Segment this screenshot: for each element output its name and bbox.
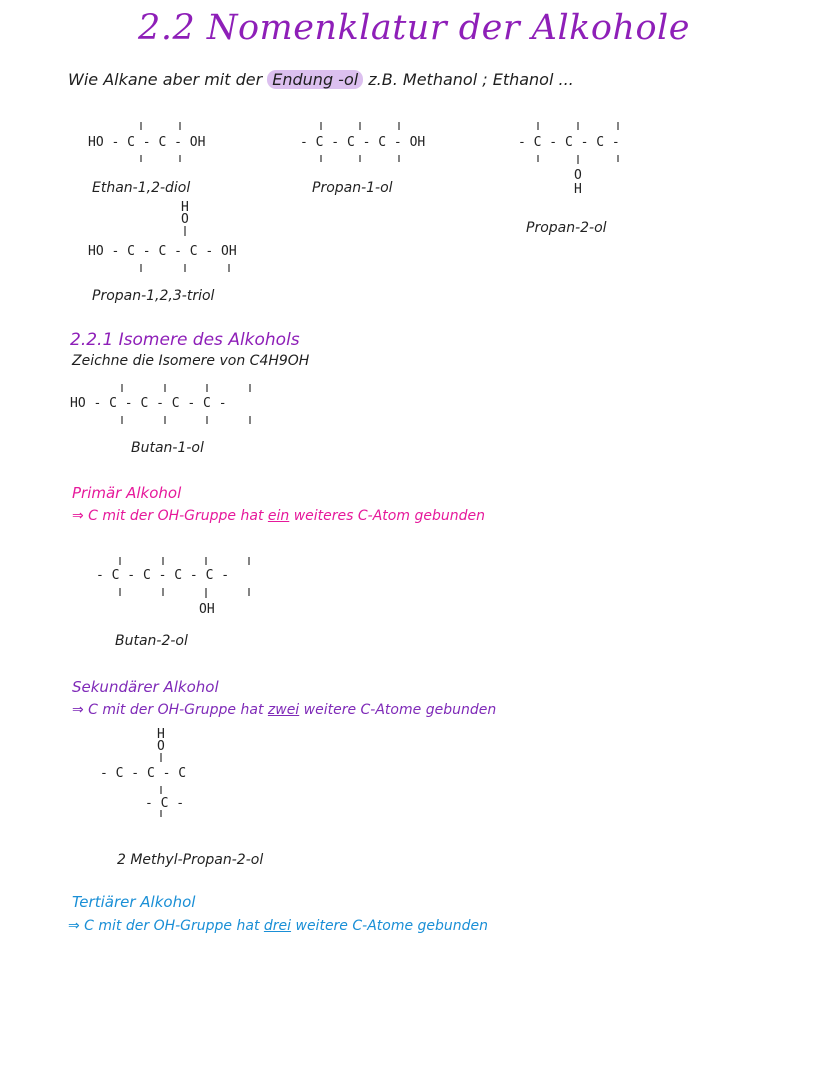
primary-desc-suffix: weiteres C-Atom gebunden [289, 508, 485, 524]
propantriol-chain: HO - C - C - C - OH [88, 244, 237, 259]
section-heading: 2.2.1 Isomere des Alkohols [70, 330, 300, 350]
tertiary-title: Tertiärer Alkohol [72, 893, 196, 911]
secondary-title: Sekundärer Alkohol [72, 678, 219, 696]
secondary-description [72, 702, 496, 718]
butan1ol-chain: HO - C - C - C - C - [70, 396, 227, 411]
primary-desc-underlined: ein [267, 508, 290, 524]
methylpropanol-name: 2 Methyl-Propan-2-ol [117, 852, 264, 868]
page-title: 2.2 Nomenklatur der Alkohole [138, 8, 690, 48]
propantriol-name: Propan-1,2,3-triol [92, 288, 215, 304]
methylpropanol-branch: - C - [145, 796, 185, 811]
propan2ol-name: Propan-2-ol [526, 220, 607, 236]
butan2ol-name: Butan-2-ol [115, 633, 188, 649]
methylpropanol-chain: - C - C - C [100, 766, 187, 781]
tertiary-description [68, 918, 488, 934]
section-task: Zeichne die Isomere von C4H9OH [72, 353, 310, 369]
tertiary-desc-suffix: weitere C-Atome gebunden [291, 918, 489, 934]
secondary-desc-suffix: weitere C-Atome gebunden [299, 702, 497, 718]
propan2ol-chain: - C - C - C - [518, 135, 620, 150]
ethandiol-name: Ethan-1,2-diol [92, 180, 191, 196]
primary-title: Primär Alkohol [72, 484, 182, 502]
methylpropanol-top-hydrogen: H [157, 727, 165, 742]
tertiary-desc-underlined: drei [263, 918, 292, 934]
secondary-desc-prefix: ⇒ C mit der OH-Gruppe hat [72, 702, 268, 718]
propan2ol-hydrogen: H [574, 182, 582, 197]
propantriol-top-hydrogen: H [181, 200, 189, 215]
tertiary-desc-prefix: ⇒ C mit der OH-Gruppe hat [68, 918, 264, 934]
methylpropanol-top-oxygen: O [157, 739, 165, 754]
intro-examples: z.B. Methanol ; Ethanol ... [363, 70, 574, 89]
propantriol-top-oxygen: O [181, 212, 189, 227]
butan2ol-chain: - C - C - C - C - [96, 568, 230, 583]
propan2ol-oxygen: O [574, 168, 582, 183]
butan1ol-name: Butan-1-ol [131, 440, 204, 456]
intro-prefix: Wie Alkane aber mit der [68, 70, 268, 89]
propan1ol-chain: - C - C - C - OH [300, 135, 426, 150]
intro-line [68, 70, 574, 89]
ethandiol-chain: HO - C - C - OH [88, 135, 206, 150]
primary-desc-prefix: ⇒ C mit der OH-Gruppe hat [72, 508, 268, 524]
secondary-desc-underlined: zwei [267, 702, 300, 718]
ending-highlight: Endung -ol [267, 70, 363, 89]
propan1ol-name: Propan-1-ol [312, 180, 393, 196]
primary-description [72, 508, 485, 524]
butan2ol-hydroxyl: OH [199, 602, 215, 617]
